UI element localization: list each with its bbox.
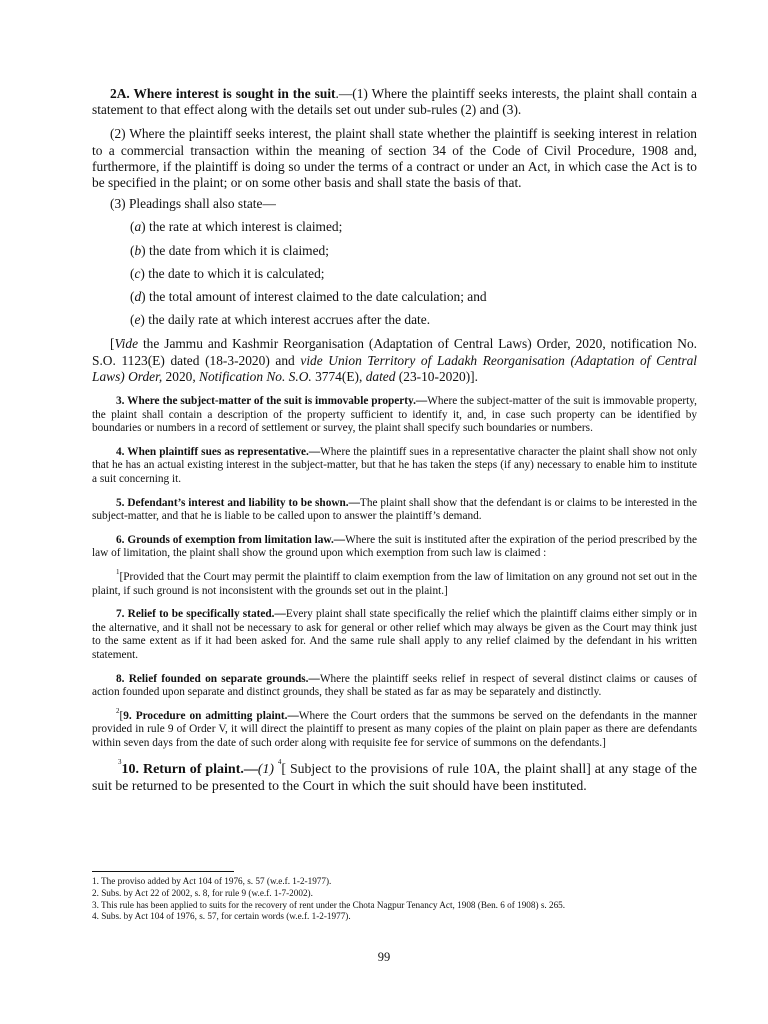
- page-number: 99: [377, 950, 391, 964]
- footnote-2: 2. Subs. by Act 22 of 2002, s. 8, for rule 9 (w.e.f. 1-7-2002).: [92, 887, 313, 898]
- rule-7: 7. Relief to be specifically stated.—Every plaint shall state specifically the relief which the plaintiff claims either simply or in the alternative, and it shall not be necessary to ask for general or other relief which may always be given as the Court may think just to the same extent as if it had been asked for. And the same rule shall apply to any relief claimed by the defendant in his written statement.: [92, 608, 697, 661]
- rule-2a-sub-1: 2A. Where interest is sought in the suit.—(1) Where the plaintiff seeks interests, the plaint shall contain a statement to that effect along with the details set out under sub-rules (2) and (3).: [92, 86, 697, 118]
- rule-2a-item-d: (d) the total amount of interest claimed to the date calculation; and: [130, 289, 487, 305]
- rule-2a-item-c: (c) the date to which it is calculated;: [130, 265, 325, 281]
- footnote-1: 1. The proviso added by Act 104 of 1976, s. 57 (w.e.f. 1-2-1977).: [92, 876, 332, 886]
- rule-10-heading: 10. Return of plaint.—: [121, 761, 258, 777]
- rule-2a-item-e: (e) the daily rate at which interest accrues after the date.: [130, 312, 431, 328]
- footnote-ref: 2: [116, 706, 120, 715]
- rule-8: 8. Relief founded on separate grounds.—Where the plaintiff seeks relief in respect of several distinct claims or causes of action founded upon separate and distinct grounds, they shall be stated as far as may be separately and distinctly.: [92, 672, 697, 699]
- footnote-4: 4. Subs. by Act 104 of 1976, s. 57, for certain words (w.e.f. 1-2-1977).: [92, 911, 351, 922]
- footnote-ref: 3: [118, 757, 122, 766]
- rule-5: 5. Defendant’s interest and liability to be shown.—The plaint shall show that the defendant is or claims to be interested in the subject-matter, and that he is liable to be called upon to answer the plaintiff’s demand.: [92, 496, 697, 523]
- rule-6-heading: 6. Grounds of exemption from limitation law.—: [116, 533, 346, 546]
- rule-4: 4. When plaintiff sues as representative.—Where the plaintiff sues in a representative character the plaint shall show not only that he has an actual existing interest in the subject-matter, but that he has taken the steps (if any) necessary to enable him to institute a suit concerning it.: [92, 445, 697, 486]
- rule-2a-sub-3: (3) Pleadings shall also state—: [110, 196, 276, 212]
- rule-7-heading: 7. Relief to be specifically stated.—: [116, 608, 286, 621]
- rule-10: $^3$10. Return of plaint.—(1) $^4$[ Subject to the provisions of rule 10A, the plaint shall] at any stage of the suit be returned to be presented to the Court in which the suit should have been instituted.: [92, 757, 698, 794]
- rule-6-proviso: $^1$[Provided that the Court may permit the plaintiff to claim exemption from the law of limitation on any ground not set out in the plaint, if such ground is not inconsistent with the grounds set out in the plaint.]: [92, 567, 697, 597]
- rule-9-heading: 9. Procedure on admitting plaint.—: [123, 709, 299, 722]
- rule-3: 3. Where the subject-matter of the suit is immovable property.—Where the subject-matter of the suit is immovable property, the plaint shall contain a description of the property sufficient to identify it, and, in case such property can be identified by boundaries or numbers in a record of settlement or survey, the plaint shall specify such boundaries or numbers.: [92, 395, 697, 435]
- rule-2a-heading: 2A. Where interest is sought in the suit: [110, 86, 336, 101]
- rule-2a-item-b: (b) the date from which it is claimed;: [130, 242, 329, 258]
- rule-3-heading: 3. Where the subject-matter of the suit is immovable property.—: [116, 395, 428, 408]
- rule-2a-item-a: (a) the rate at which interest is claimed;: [130, 219, 343, 235]
- footnote-divider: [92, 871, 234, 872]
- footnote-ref: 1: [116, 567, 120, 576]
- rule-9: $^2$[9. Procedure on admitting plaint.—Where the Court orders that the summons be served on the defendants in the manner provided in rule 9 of Order V, it will direct the plaintiff to present as many copies of the plaint on plain paper as there are defendants within seven days from the date of such order along with requisite fee for service of summons on the defendants.]: [92, 706, 697, 749]
- vide-note: [Vide the Jammu and Kashmir Reorganisation (Adaptation of Central Laws) Order, 2020, notification No. S.O. 1123(E) dated (18-3-2020) and vide Union Territory of Ladakh Reorganisation (Adaptation of Central Laws) Order, 2020, Notification No. S.O. 3774(E), dated (23-10-2020)].: [92, 336, 698, 384]
- footnote-ref: 4: [277, 757, 282, 766]
- rule-6: 6. Grounds of exemption from limitation law.—Where the suit is instituted after the expiration of the period prescribed by the law of limitation, the plaint shall show the ground upon which exemption from such law is claimed :: [92, 533, 697, 560]
- footnotes: [92, 871, 697, 923]
- rule-8-heading: 8. Relief founded on separate grounds.—: [116, 672, 320, 685]
- document-body: [92, 86, 697, 795]
- rule-2a-sub-2: (2) Where the plaintiff seeks interest, the plaint shall state whether the plaintiff is seeking interest in relation to a commercial transaction within the meaning of section 34 of the Code of Civil Procedure, 1908 and, furthermore, if the plaintiff is doing so under the terms of a contract or under an Act, in which case the Act is to be specified in the plaint; or on some other basis and shall state the basis of that.: [92, 126, 697, 191]
- footnote-3: 3. This rule has been applied to suits for the recovery of rent under the Chota Nagpur Tenancy Act, 1908 (Ben. 6 of 1908) s. 265.: [92, 899, 566, 910]
- rule-5-heading: 5. Defendant’s interest and liability to be shown.—: [116, 496, 360, 509]
- rule-4-heading: 4. When plaintiff sues as representative.—: [116, 445, 321, 458]
